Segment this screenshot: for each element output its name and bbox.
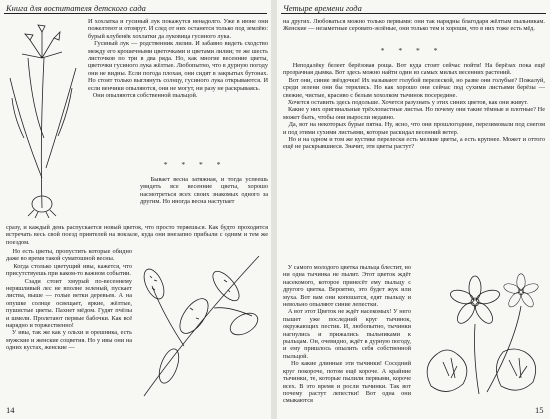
right-page	[277, 0, 550, 419]
left-page	[0, 0, 271, 419]
willow-branch-illustration	[134, 246, 268, 401]
left-text-mid: Бывает весна затяжная, и тогда успеешь увидеть все весенние цветы, хорошо насмотреться всех своих знакомых одного за другим. Но иногда весна наступает	[140, 176, 270, 206]
header-rule-left	[4, 13, 267, 14]
page-number-right: 15	[535, 405, 544, 415]
hepatica-flower-illustration	[417, 262, 547, 402]
left-text-top: И хохлатка и гусиный лук покажутся ненадолго. Уже в июне они пожелтеют и отомрут. И след от них останется только под землёю: бурый клубенёк хохлатки да луковица гусиного лука. Гусиный лук — родственник лилии. И забавно видеть сходство между его крошечными цветочками и цветами лилии; те же шесть листочков по три в два ряда. Но, как многие весенние цветы, цветочки гусиного лука жёлтые. Любопытно, что в дурную погоду они не видны. Если погода плохая, они сидят в закрытых бутонах. Но стоит только выглянуть солнцу, гусиного лука открываются. И если венчики опыляются, они не могут, ни разу не раскрываясь. Они опыляются собственной пыльцой.	[88, 18, 268, 100]
right-text-top: на других. Любоваться можно только первыми: они так нарядны благодаря жёлтым пыльникам. Женские — незаметные серовато-зелёные, они только тем и хороши, что в них тоже есть мёд.	[283, 18, 547, 33]
page-number-left: 14	[6, 405, 15, 415]
section-divider-left: * * * *	[163, 160, 227, 169]
running-head-left: Книга для воспитателя детского сада	[6, 3, 146, 13]
right-text-bottom: У самого молодого цветка пыльца блестит, но ни одна тычинка не пылит. Этот цветок ждёт насекомого, которое принесёт ему пыльцу с другого цветка. Вероятно, это будет жук или муха. Вот вам они копошатся, едят пыльцу и невольно опыляют синие лепестки. А вот этот Цветок не ждёт насекомых! У него пышет уже последний круг тычинок, окружающих пестик. И, любопытно, тычинки нагнулись и прижались пыльниками к рыльцам. Он, очевидно, ждёт в дурную погоду, и ему пришлось опылить себя собственной пыльцой. Но какие длинные эти тычинки! Соседний круг покороче, потом ещё короче. А крайние тычинки, те, которые пылили первыми, короче всех. В это время и росли тычинки. Так вот почему растут лепестки! Вот одна они смыкаются	[283, 264, 411, 405]
running-head-right: Четыре времени года	[283, 3, 362, 13]
section-divider-right: * * * *	[380, 46, 444, 55]
left-text-bottom: Но есть цветы, пропустить которые обидно даже во время такой суматошной весны. Когда столько цветущий ивы, кажется, что присутствуешь при каком-то важном событии. Сзади стоит хмурый по-весеннему неряшливый лес не вполне зеленый, пускает листва, выше — голые ветки деревьев. А на опушке солнце освещает, яркие, жёлтые, пушистые цветы. Пахнет мёдом. Гудят пчёлы и шмели. Пролетают первые бабочки. Как всё нарядно и торжественно! У ивы, так же как у ольхи и орешника, есть мужские и женские соцветия. Но у ивы они на одних кустах, женские —	[6, 248, 132, 352]
header-rule-right	[281, 13, 546, 14]
right-text-body: Неподалёку белеет берёзовая роща. Вот куда стоит сейчас пойти! На берёзах пока ещё прозрачная дымка. Вот здесь можно найти один из самых милых весенних растений. Вот они, синие звёздочки! Их называют голубой перелеской, но разве они голубые? Пожалуй, среди зелени они бы терялись. Но как хорошо они сейчас под сухими листьями берёзы — свежие, чистые, красиво с белым хохолком тычинок посередине. Хочется оставить здесь подольше. Хочется разузнать у этих синих цветов, как они живут. Какие у них оригинальные трёхлопастные листья. Но почему они такие тёмные и плотные? Не может быть, чтобы они выросли недавно. Да, вот на некоторых бурые пятна. Ну, ясно, что они прошлогодние, перезимовали под снегом и под этими сухими листьями, которые раскидал весенний ветер. Но и на одном и том же кустике перелески есть мелкие цветы, а есть крупнее. Может и оттого ещё не раскрывшиеся. Значит, эти цветы растут?	[283, 62, 545, 151]
snowdrop-onion-illustration	[2, 18, 85, 218]
left-text-full: сразу, и каждый день распускается новый цветок, что просто теряешься. Как будто проходится встречать весь свой поезд приятелей на вокзале, куда они внезапно прибыли с одним и тем же поездом.	[6, 224, 270, 246]
